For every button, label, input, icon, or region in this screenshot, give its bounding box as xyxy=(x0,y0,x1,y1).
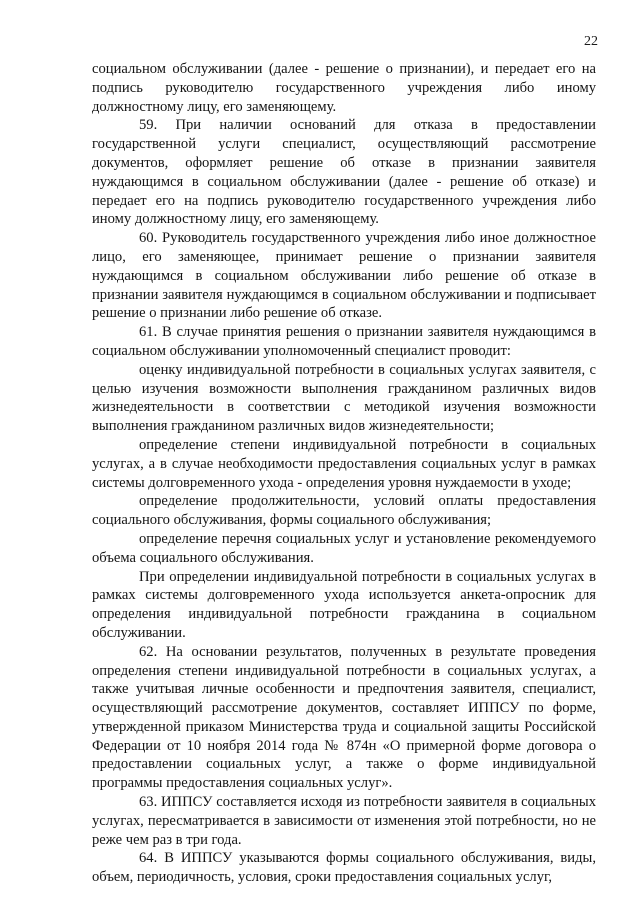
list-item-needs-assessment: оценку индивидуальной потребности в социальных услугах заявителя, с целью изучения возможности выполнения гражданином различных видов жизнедеятельности в соответствии с методикой изучения возможности выполнения гражданином различных видов жизнедеятельности; xyxy=(92,361,596,435)
paragraph-62: 62. На основании результатов, полученных в результате проведения определения степени индивидуальной потребности в социальных услугах, а также учитывая личные особенности и предпочтения заявителя, специалист, осуществляющий рассмотрение документов, составляет ИППСУ по форме, утвержденной приказом Министерства труда и социальной защиты Российской Федерации от 10 ноября 2014 года № 874н «О примерной форме договора о предоставлении социальных услуг, а также о форме индивидуальной программы предоставления социальных услуг». xyxy=(92,643,596,792)
paragraph-61: 61. В случае принятия решения о признании заявителя нуждающимся в социальном обслуживании уполномоченный специалист проводит: xyxy=(92,324,596,359)
paragraph-60: 60. Руководитель государственного учреждения либо иное должностное лицо, его заменяющее, принимает решение о признании заявителя нуждающимся в социальном обслуживании либо решение об отказе в признании заявителя нуждающимся в социальном обслуживании и подписывает решение о признании либо решение об отказе. xyxy=(92,230,596,322)
paragraph-59: 59. При наличии оснований для отказа в предоставлении государственной услуги специалист, осуществляющий рассмотрение документов, оформляет решение об отказе в признании заявителя нуждающимся в социальном обслуживании (далее - решение об отказе) и передает его на подпись руководителю государственного учреждения либо иному должностному лицу, его заменяющему. xyxy=(92,117,596,228)
paragraph-questionnaire: При определении индивидуальной потребности в социальных услугах в рамках системы долговременного ухода используется анкета-опросник для определения индивидуальной потребности гражданина в социальном обслуживании. xyxy=(92,568,596,641)
page-number: 22 xyxy=(584,34,598,49)
paragraph-continuation: социальном обслуживании (далее - решение о признании), и передает его на подпись руководителю государственного учреждения либо иному должностному лицу, его заменяющему. xyxy=(92,61,596,115)
list-item-services-list: определение перечня социальных услуг и установление рекомендуемого объема социального обслуживания. xyxy=(92,530,596,566)
paragraph-63: 63. ИППСУ составляется исходя из потребности заявителя в социальных услугах, пересматривается в зависимости от изменения этой потребности, но не реже чем раз в три года. xyxy=(92,794,596,848)
list-item-degree-of-need: определение степени индивидуальной потребности в социальных услугах, а в случае необходимости предоставления социальных услуг в рамках системы долговременного ухода - определения уровня нуждаемости в уходе; xyxy=(92,436,596,491)
paragraph-64: 64. В ИППСУ указываются формы социального обслуживания, виды, объем, периодичность, условия, сроки предоставления социальных услуг, xyxy=(92,850,596,886)
list-item-duration-conditions: определение продолжительности, условий оплаты предоставления социального обслуживания, формы социального обслуживания; xyxy=(92,493,596,529)
document-body xyxy=(92,60,596,887)
